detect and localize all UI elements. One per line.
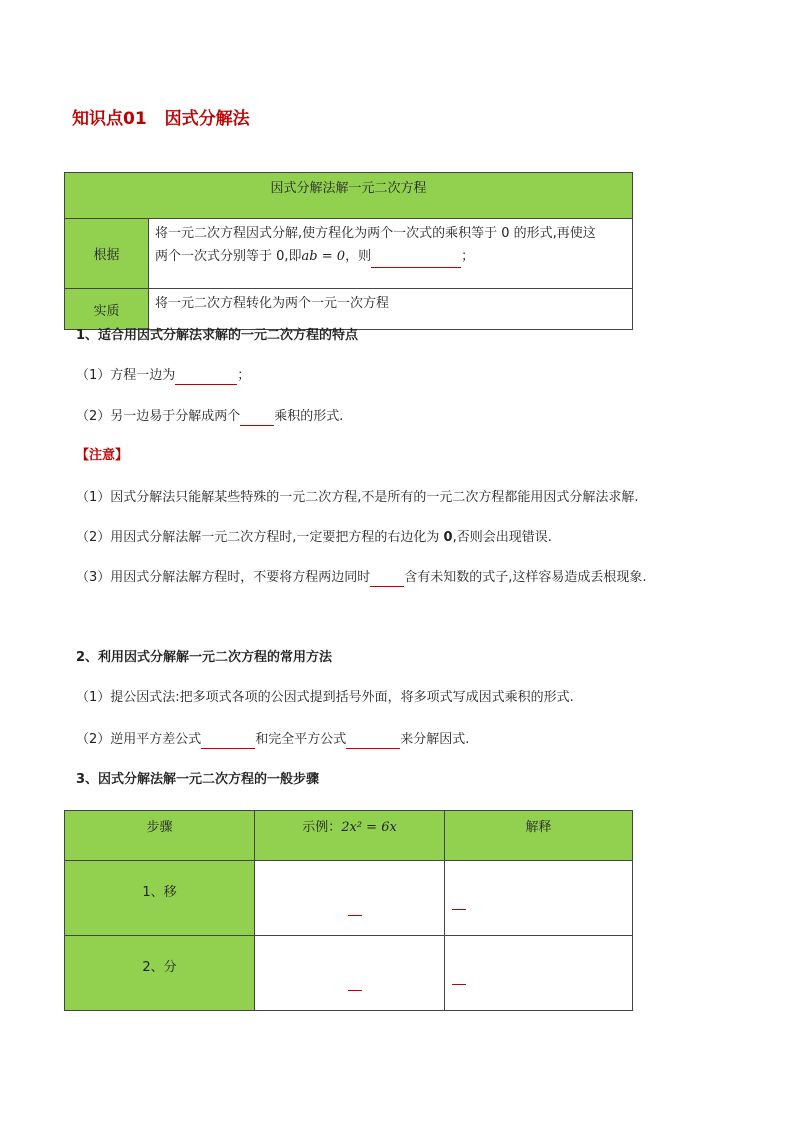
p1-item1: （1）方程一边为 ； bbox=[76, 368, 251, 383]
p3-heading: 3、因式分解法解一元二次方程的一般步骤 bbox=[76, 772, 320, 787]
step-2-explanation bbox=[445, 936, 633, 1011]
fill-blank bbox=[201, 734, 255, 749]
step-1-example bbox=[255, 861, 445, 936]
fill-blank bbox=[346, 734, 400, 749]
p2-heading: 2、利用因式分解解一元二次方程的常用方法 bbox=[76, 650, 333, 665]
steps-table bbox=[64, 810, 633, 1011]
p1-heading: 1、适合用因式分解法求解的一元二次方程的特点 bbox=[76, 328, 359, 343]
p1-item2: （2）另一边易于分解成两个 乘积的形式. bbox=[76, 409, 344, 424]
col-explanation: 解释 bbox=[445, 811, 633, 861]
essence-text: 将一元二次方程转化为两个一元一次方程 bbox=[149, 289, 633, 330]
section-title: 因式分解法 bbox=[164, 109, 250, 129]
example-equation: 2x² = 6x bbox=[341, 820, 397, 835]
col-example: 示例：2x² = 6x bbox=[255, 811, 445, 861]
basis-label: 根据 bbox=[65, 219, 149, 289]
col-step: 步骤 bbox=[65, 811, 255, 861]
essence-label: 实质 bbox=[65, 289, 149, 330]
note-item1: （1）因式分解法只能解某些特殊的一元二次方程,不是所有的一元二次方程都能用因式分解法求解. bbox=[76, 490, 639, 505]
note-item2: （2）用因式分解法解一元二次方程时,一定要把方程的右边化为 0,否则会出现错误. bbox=[76, 530, 552, 545]
p2-item2: （2）逆用平方差公式 和完全平方公式 来分解因式. bbox=[76, 732, 470, 747]
formula: ab = 0 bbox=[301, 249, 346, 264]
fill-blank bbox=[240, 411, 274, 426]
fill-blank bbox=[371, 251, 461, 268]
p2-item1: （1）提公因式法:把多项式各项的公因式提到括号外面，将多项式写成因式乘积的形式. bbox=[76, 690, 574, 705]
section-number: 知识点01 bbox=[72, 109, 147, 129]
fill-blank bbox=[370, 572, 404, 587]
step-1: 1、移 bbox=[65, 861, 255, 936]
fill-blank bbox=[348, 990, 362, 991]
step-1-explanation bbox=[445, 861, 633, 936]
section-heading bbox=[72, 104, 250, 129]
method-table-header: 因式分解法解一元二次方程 bbox=[65, 173, 633, 219]
step-2: 2、分 bbox=[65, 936, 255, 1011]
note-item3: （3）用因式分解法解方程时，不要将方程两边同时 含有未知数的式子,这样容易造成丢根现象. bbox=[76, 570, 647, 585]
step-2-example bbox=[255, 936, 445, 1011]
method-table bbox=[64, 172, 633, 330]
fill-blank bbox=[348, 915, 362, 916]
basis-text: 将一元二次方程因式分解,使方程化为两个一次式的乘积等于 0 的形式,再使这 两个一次式分别等于 0,即ab = 0，则 ； bbox=[149, 219, 633, 289]
fill-blank bbox=[175, 370, 237, 385]
fill-blank bbox=[452, 909, 466, 910]
fill-blank bbox=[452, 984, 466, 985]
note-label: 【注意】 bbox=[76, 448, 129, 463]
